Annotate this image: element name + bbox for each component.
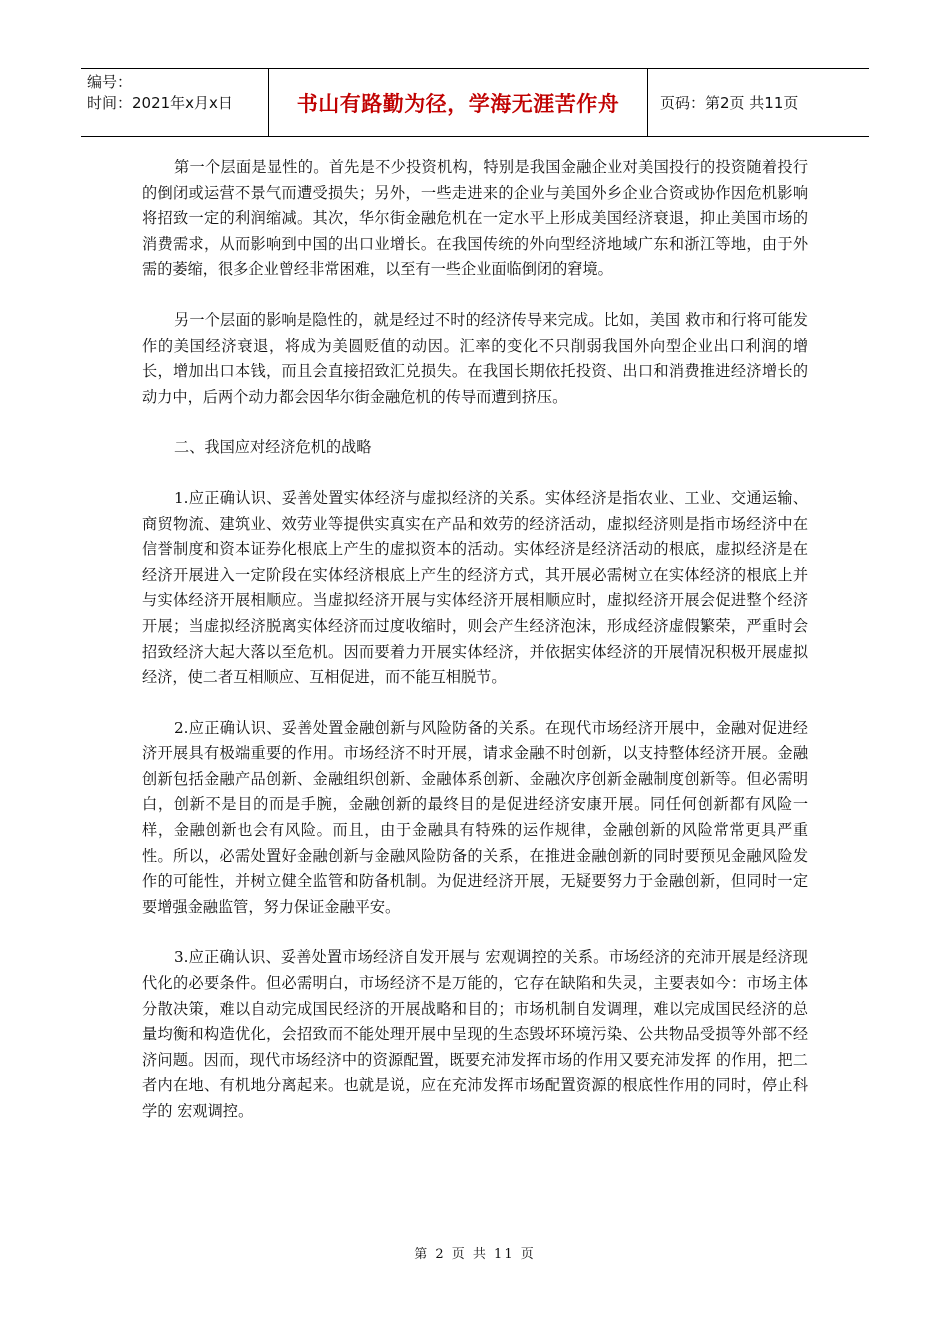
paragraph-1: 第一个层面是显性的。首先是不少投资机构，特别是我国金融企业对美国投行的投资随着投行的倒闭或运营不景气而遭受损失；另外，一些走进来的企业与美国外乡企业合资或协作因危机影响将招致一定的利润缩减。其次，华尔街金融危机在一定水平上形成美国经济衰退，抑止美国市场的消费需求，从而影响到中国的出口业增长。在我国传统的外向型经济地域广东和浙江等地，由于外需的萎缩，很多企业曾经非常困难，以至有一些企业面临倒闭的窘境。 bbox=[142, 158, 808, 279]
date-label: 时间：2021年x月x日 bbox=[87, 94, 233, 112]
section-heading: 二、我国应对经济危机的战略 bbox=[174, 438, 372, 457]
header-page-info: 页码：第2页 共11页 bbox=[660, 94, 799, 112]
document-body bbox=[142, 155, 808, 1150]
page-header bbox=[81, 68, 869, 137]
paragraph-2: 另一个层面的影响是隐性的，就是经过不时的经济传导来完成。比如，美国 救市和行将可能发作的美国经济衰退，将成为美圆贬值的动因。汇率的变化不只削弱我国外向型企业出口利润的增长，增加出口本钱，而且会直接招致汇兑损失。在我国长期依托投资、出口和消费推进经济增长的动力中，后两个动力都会因华尔街金融危机的传导而遭到挤压。 bbox=[142, 310, 808, 406]
paragraph-5: 3.应正确认识、妥善处置市场经济自发开展与 宏观调控的关系。市场经济的充沛开展是经济现代化的必要条件。但必需明白，市场经济不是万能的，它存在缺陷和失灵，主要表如今：市场主体分散决策，难以自动完成国民经济的开展战略和目的；市场机制自发调理，难以完成国民经济的总量均衡和构造优化，会招致而不能处理开展中呈现的生态毁坏环境污染、公共物品受损等外部不经济问题。因而，现代市场经济中的资源配置，既要充沛发挥市场的作用又要充沛发挥 的作用，把二者内在地、有机地分离起来。也就是说，应在充沛发挥市场配置资源的根底性作用的同时，停止科学的 宏观调控。 bbox=[142, 948, 808, 1120]
serial-label: 编号： bbox=[87, 73, 133, 91]
header-meta bbox=[81, 69, 269, 136]
paragraph-3: 1.应正确认识、妥善处置实体经济与虚拟经济的关系。实体经济是指农业、工业、交通运输、商贸物流、建筑业、效劳业等提供实真实在产品和效劳的经济活动，虚拟经济则是指市场经济中在信誉制度和资本证券化根底上产生的虚拟资本的活动。实体经济是经济活动的根底，虚拟经济是在经济开展进入一定阶段在实体经济根底上产生的经济方式，其开展必需树立在实体经济的根底上并与实体经济开展相顺应。当虚拟经济开展与实体经济开展相顺应时，虚拟经济开展会促进整个经济开展；当虚拟经济脱离实体经济而过度收缩时，则会产生经济泡沫，形成经济虚假繁荣，严重时会招致经济大起大落以至危机。因而要着力开展实体经济，并依据实体经济的开展情况积极开展虚拟经济，使二者互相顺应、互相促进，而不能互相脱节。 bbox=[142, 488, 808, 687]
page-footer: 第 2 页 共 11 页 bbox=[414, 1247, 536, 1262]
paragraph-4: 2.应正确认识、妥善处置金融创新与风险防备的关系。在现代市场经济开展中，金融对促进经济开展具有极端重要的作用。市场经济不时开展，请求金融不时创新，以支持整体经济开展。金融创新包括金融产品创新、金融组织创新、金融体系创新、金融次序创新金融制度创新等。但必需明白，创新不是目的而是手腕，金融创新的最终目的是促进经济安康开展。同任何创新都有风险一样，金融创新也会有风险。而且，由于金融具有特殊的运作规律，金融创新的风险常常更具严重性。所以，必需处置好金融创新与金融风险防备的关系，在推进金融创新的同时要预见金融风险发作的可能性，并树立健全监管和防备机制。为促进经济开展，无疑要努力于金融创新，但同时一定要增强金融监管，努力保证金融平安。 bbox=[142, 718, 808, 916]
header-motto: 书山有路勤为径，学海无涯苦作舟 bbox=[269, 69, 648, 136]
